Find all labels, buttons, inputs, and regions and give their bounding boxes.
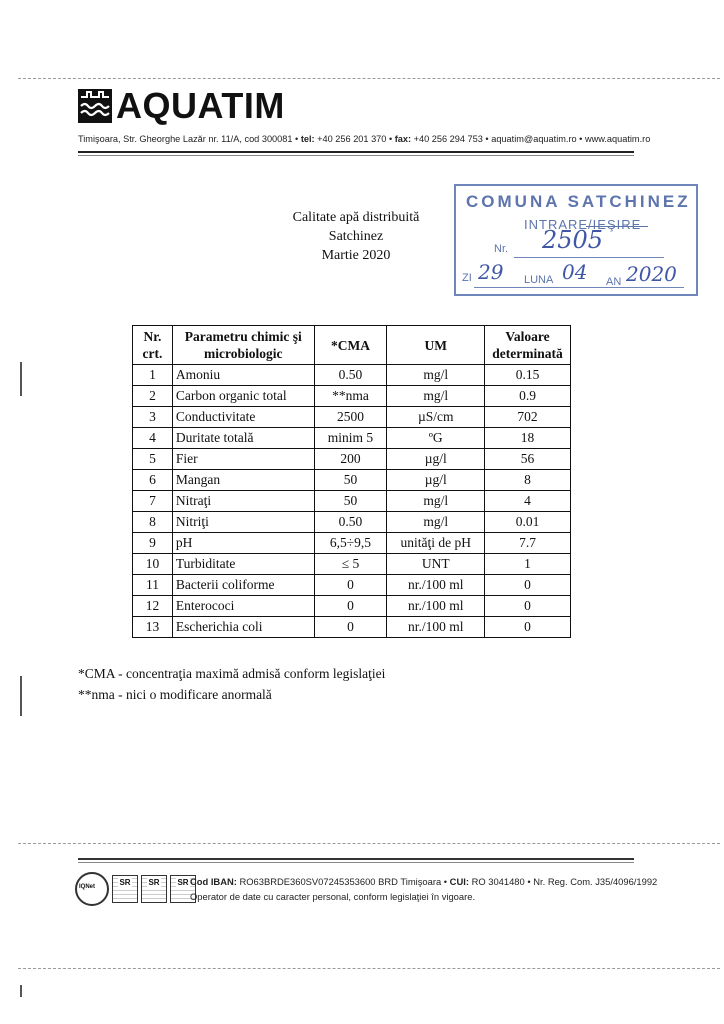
- aquatim-logo: [78, 85, 285, 126]
- cell-parameter: Bacterii coliforme: [172, 575, 314, 596]
- scan-line-lower: [18, 843, 720, 844]
- cell-valoare: 0: [485, 617, 571, 638]
- cell-cma: **nma: [314, 386, 387, 407]
- cell-valoare: 0: [485, 575, 571, 596]
- cell-valoare: 0.01: [485, 512, 571, 533]
- cell-um: mg/l: [387, 491, 485, 512]
- cell-parameter: Escherichia coli: [172, 617, 314, 638]
- cell-valoare: 56: [485, 449, 571, 470]
- aquatim-logo-icon: [78, 89, 112, 123]
- cell-parameter: Nitriţi: [172, 512, 314, 533]
- fax-value: +40 256 294 753: [413, 134, 483, 144]
- cell-nr: 4: [133, 428, 173, 449]
- cell-um: mg/l: [387, 386, 485, 407]
- header-rule: [78, 151, 634, 153]
- title-line3: Martie 2020: [321, 248, 391, 263]
- stamp-title: COMUNA SATCHINEZ: [466, 192, 691, 211]
- cell-valoare: 7.7: [485, 533, 571, 554]
- table-row: [133, 512, 571, 533]
- cell-parameter: Amoniu: [172, 365, 314, 386]
- scan-line-top: [18, 78, 720, 79]
- tel-value: +40 256 201 370: [317, 134, 387, 144]
- table-row: [133, 491, 571, 512]
- cert-label: SR: [119, 878, 131, 887]
- cell-nr: 13: [133, 617, 173, 638]
- cell-cma: 0: [314, 596, 387, 617]
- table-row: [133, 428, 571, 449]
- cell-cma: 0: [314, 575, 387, 596]
- reg-com: Nr. Reg. Com. J35/4096/1992: [533, 876, 658, 887]
- stamp-an-label: AN: [606, 276, 622, 288]
- cell-parameter: pH: [172, 533, 314, 554]
- table-header-row: [133, 326, 571, 365]
- footer-details: [190, 874, 657, 904]
- address-city: Timişoara, Str. Gheorghe Lazăr nr. 11/A, cod 300081: [78, 134, 293, 144]
- cell-valoare: 8: [485, 470, 571, 491]
- iban-label: Cod IBAN:: [190, 876, 237, 887]
- note-nma: **nma - nici o modificare anormală: [78, 687, 272, 702]
- footer-rule-thin: [78, 862, 634, 863]
- document-title: [256, 208, 456, 265]
- company-name: AQUATIM: [116, 85, 285, 126]
- scan-mark: [20, 985, 22, 997]
- cell-um: ºG: [387, 428, 485, 449]
- stamp-nr-label: Nr.: [494, 243, 509, 255]
- registration-stamp: [454, 184, 698, 296]
- cell-valoare: 0.15: [485, 365, 571, 386]
- cui-label: CUI:: [449, 876, 469, 887]
- certification-logos: [75, 872, 196, 906]
- note-cma: *CMA - concentraţia maximă admisă conform legislaţiei: [78, 666, 386, 681]
- stamp-date-line: [474, 287, 684, 288]
- table-row: [133, 470, 571, 491]
- stamp-zi-label: ZI: [462, 272, 472, 284]
- cell-cma: 6,5÷9,5: [314, 533, 387, 554]
- cell-valoare: 702: [485, 407, 571, 428]
- header-cma: *CMA: [314, 326, 387, 365]
- tel-label: tel:: [300, 134, 315, 144]
- cell-um: nr./100 ml: [387, 617, 485, 638]
- cell-um: µg/l: [387, 449, 485, 470]
- table-notes: [78, 663, 385, 705]
- cell-nr: 1: [133, 365, 173, 386]
- header-parameter: Parametru chimic şi microbiologic: [172, 326, 314, 365]
- cell-um: µg/l: [387, 470, 485, 491]
- cell-valoare: 18: [485, 428, 571, 449]
- iban-value: RO63BRDE360SV07245353600 BRD Timişoara: [239, 876, 442, 887]
- stamp-luna-value: 04: [562, 260, 588, 284]
- cell-parameter: Carbon organic total: [172, 386, 314, 407]
- cell-cma: 0: [314, 617, 387, 638]
- scan-line-bottom: [18, 968, 720, 969]
- stamp-an-value: 2020: [626, 262, 677, 286]
- footer-line1: Cod IBAN: RO63BRDE360SV07245353600 BRD Timişoara • CUI: RO 3041480 • Nr. Reg. Com. J35/4096/1992: [190, 876, 658, 887]
- table-row: [133, 554, 571, 575]
- cell-um: µS/cm: [387, 407, 485, 428]
- scan-mark: [20, 676, 22, 716]
- cell-parameter: Enterococi: [172, 596, 314, 617]
- table-row: [133, 617, 571, 638]
- cell-valoare: 4: [485, 491, 571, 512]
- header-um: UM: [387, 326, 485, 365]
- cell-valoare: 1: [485, 554, 571, 575]
- stamp-luna-label: LUNA: [524, 274, 554, 286]
- cell-nr: 11: [133, 575, 173, 596]
- cell-um: UNT: [387, 554, 485, 575]
- cell-nr: 7: [133, 491, 173, 512]
- cell-cma: 50: [314, 470, 387, 491]
- footer-rule: [78, 858, 634, 860]
- cell-nr: 5: [133, 449, 173, 470]
- company-address: Timişoara, Str. Gheorghe Lazăr nr. 11/A, cod 300081 • tel: +40 256 201 370 • fax: +40 256 294 753 • aquatim@aquatim.ro • www.aquatim.ro: [78, 134, 651, 144]
- cert-label: SR: [177, 878, 189, 887]
- cell-cma: 0.50: [314, 365, 387, 386]
- table-row: [133, 533, 571, 554]
- title-line1: Calitate apă distribuită: [292, 210, 420, 225]
- header-valoare: Valoare determinată: [485, 326, 571, 365]
- cell-parameter: Conductivitate: [172, 407, 314, 428]
- cell-cma: minim 5: [314, 428, 387, 449]
- cell-cma: 0.50: [314, 512, 387, 533]
- cell-cma: 200: [314, 449, 387, 470]
- cell-parameter: Duritate totală: [172, 428, 314, 449]
- cell-cma: 2500: [314, 407, 387, 428]
- cell-nr: 2: [133, 386, 173, 407]
- table-row: [133, 407, 571, 428]
- title-line2: Satchinez: [328, 229, 384, 244]
- stamp-subtitle: INTRARE/IEŞIRE: [524, 217, 642, 232]
- cert-label: SR: [148, 878, 160, 887]
- cell-nr: 6: [133, 470, 173, 491]
- header-rule-thin: [78, 155, 634, 156]
- table-row: [133, 449, 571, 470]
- cell-nr: 3: [133, 407, 173, 428]
- cell-um: mg/l: [387, 512, 485, 533]
- header-nr: Nr. crt.: [133, 326, 173, 365]
- cell-um: nr./100 ml: [387, 575, 485, 596]
- sr-certification-badge: [141, 875, 167, 903]
- stamp-nr-value: 2505: [542, 226, 604, 254]
- cell-um: nr./100 ml: [387, 596, 485, 617]
- sr-certification-badge: [112, 875, 138, 903]
- cell-nr: 8: [133, 512, 173, 533]
- operator-note: Operator de date cu caracter personal, conform legislaţiei în vigoare.: [190, 891, 476, 902]
- cell-um: unităţi de pH: [387, 533, 485, 554]
- cell-cma: 50: [314, 491, 387, 512]
- website: www.aquatim.ro: [584, 134, 651, 144]
- email: aquatim@aquatim.ro: [491, 134, 577, 144]
- cell-um: mg/l: [387, 365, 485, 386]
- cell-parameter: Turbiditate: [172, 554, 314, 575]
- cui-value: RO 3041480: [471, 876, 525, 887]
- cell-cma: ≤ 5: [314, 554, 387, 575]
- iqnet-label: IQNet: [79, 884, 96, 890]
- cell-parameter: Mangan: [172, 470, 314, 491]
- iqnet-logo: [75, 872, 109, 906]
- stamp-nr-line: [514, 257, 664, 258]
- fax-label: fax:: [394, 134, 412, 144]
- table-row: [133, 386, 571, 407]
- cell-parameter: Fier: [172, 449, 314, 470]
- water-quality-table: [132, 325, 571, 638]
- cell-valoare: 0.9: [485, 386, 571, 407]
- scan-mark: [20, 362, 22, 396]
- cell-nr: 9: [133, 533, 173, 554]
- cell-valoare: 0: [485, 596, 571, 617]
- table-row: [133, 365, 571, 386]
- cell-nr: 12: [133, 596, 173, 617]
- table-row: [133, 596, 571, 617]
- cell-nr: 10: [133, 554, 173, 575]
- cell-parameter: Nitraţi: [172, 491, 314, 512]
- table-row: [133, 575, 571, 596]
- stamp-zi-value: 29: [478, 260, 504, 284]
